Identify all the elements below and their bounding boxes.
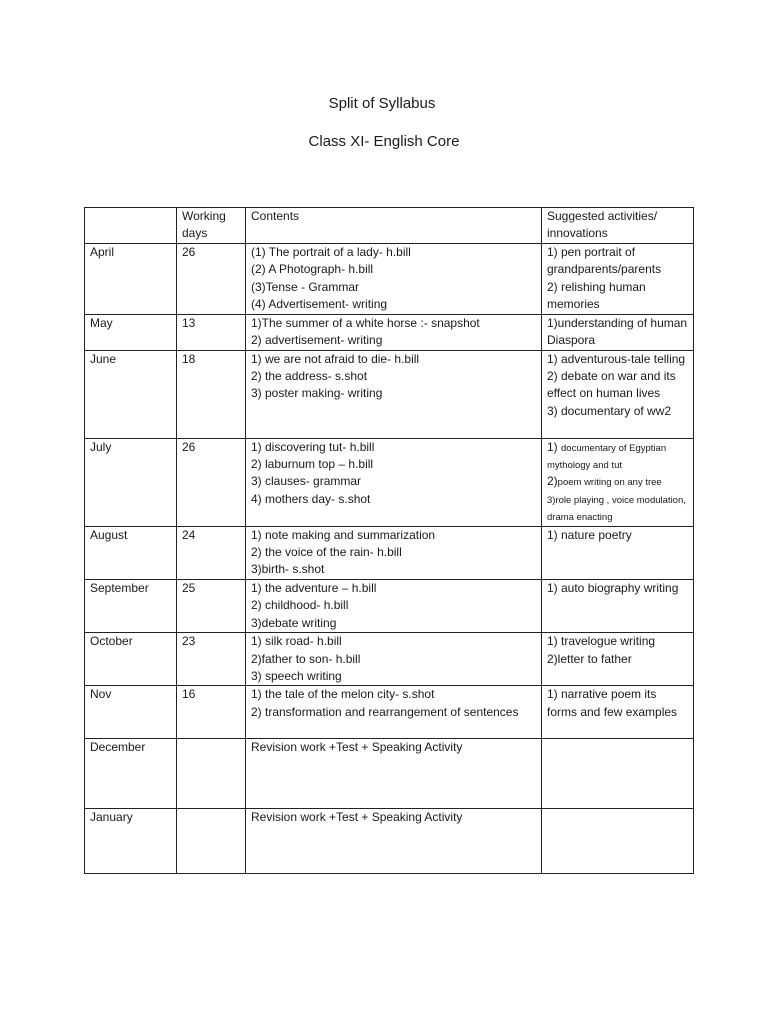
syllabus-table-body (85, 208, 694, 874)
month-cell: October (85, 633, 177, 686)
content-item: 2) the voice of the rain- h.bill (251, 545, 402, 560)
header-working-days: Working days (177, 208, 246, 244)
working-days-cell: 23 (177, 633, 246, 686)
month-cell: August (85, 526, 177, 579)
table-row (85, 809, 694, 874)
content-item: 2) laburnum top – h.bill (251, 457, 374, 472)
content-item: 2) advertisement- writing (251, 333, 383, 348)
activities-cell (542, 739, 694, 809)
activity-text: 3)role playing , voice modulation, drama enacting (547, 494, 686, 524)
activities-cell (542, 809, 694, 874)
table-row (85, 739, 694, 809)
month-cell: July (85, 438, 177, 526)
content-item: 2) the address- s.shot (251, 369, 368, 384)
content-item: 1) the adventure – h.bill (251, 580, 377, 595)
content-item: 1) we are not afraid to die- h.bill (251, 351, 420, 366)
working-days-cell: 13 (177, 314, 246, 350)
content-item: Revision work +Test + Speaking Activity (251, 810, 463, 825)
month-cell: December (85, 739, 177, 809)
activity-item: 1) travelogue writing (547, 634, 656, 649)
content-item: (2) A Photograph- h.bill (251, 262, 374, 277)
content-item: (4) Advertisement- writing (251, 297, 388, 312)
working-days-cell: 18 (177, 350, 246, 438)
content-item: 4) mothers day- s.shot (251, 491, 371, 506)
month-cell: January (85, 809, 177, 874)
activity-item: 2)letter to father (547, 651, 632, 666)
month-cell: May (85, 314, 177, 350)
working-days-cell: 16 (177, 686, 246, 739)
header-row (85, 208, 694, 244)
header-contents: Contents (246, 208, 542, 244)
table-row (85, 526, 694, 579)
syllabus-table (84, 207, 694, 874)
activity-item: 1) narrative poem its forms and few examples (547, 687, 678, 719)
content-item: 2)father to son- h.bill (251, 651, 361, 666)
table-row (85, 243, 694, 314)
header-activities: Suggested activities/ innovations (542, 208, 694, 244)
activities-cell (542, 350, 694, 438)
content-item: 1) the tale of the melon city- s.shot (251, 687, 435, 702)
contents-cell (246, 526, 542, 579)
content-item: 3)birth- s.shot (251, 562, 325, 577)
activity-item (547, 473, 688, 490)
content-item: 1) silk road- h.bill (251, 634, 342, 649)
activity-item: 2) relishing human memories (547, 279, 646, 312)
contents-cell (246, 438, 542, 526)
table-row (85, 633, 694, 686)
contents-cell (246, 739, 542, 809)
content-item: 2) childhood- h.bill (251, 598, 349, 613)
content-item: 3) poster making- writing (251, 386, 383, 401)
activities-cell (542, 633, 694, 686)
activity-item (547, 491, 688, 526)
table-row (85, 579, 694, 632)
activities-cell (542, 686, 694, 739)
contents-cell (246, 243, 542, 314)
activity-number: 2) (547, 474, 558, 489)
content-item: 1)The summer of a white horse :- snapshot (251, 315, 480, 330)
contents-cell (246, 633, 542, 686)
activities-cell (542, 526, 694, 579)
activity-text: poem writing on any tree (557, 477, 662, 489)
content-item: 3) clauses- grammar (251, 474, 362, 489)
contents-cell (246, 579, 542, 632)
activity-item: 1) pen portrait of grandparents/parents (547, 244, 662, 277)
activity-text: documentary of Egyptian mythology and tut (547, 442, 667, 472)
table-row (85, 438, 694, 526)
month-cell: Nov (85, 686, 177, 739)
content-item: 3) speech writing (251, 668, 342, 683)
contents-cell (246, 809, 542, 874)
activity-item: 1)understanding of human Diaspora (547, 315, 688, 348)
activity-item: 3) documentary of ww2 (547, 403, 672, 418)
month-cell: April (85, 243, 177, 314)
activities-cell (542, 438, 694, 526)
content-item: (3)Tense - Grammar (251, 279, 360, 294)
month-cell: September (85, 579, 177, 632)
month-cell: June (85, 350, 177, 438)
contents-cell (246, 686, 542, 739)
content-item: 1) note making and summarization (251, 527, 436, 542)
working-days-cell (177, 739, 246, 809)
working-days-cell (177, 809, 246, 874)
activity-item (547, 439, 688, 474)
activities-cell (542, 579, 694, 632)
table-row (85, 350, 694, 438)
activity-item: 1) adventurous-tale telling (547, 351, 686, 366)
activities-cell (542, 314, 694, 350)
header-month (85, 208, 177, 244)
activities-cell (542, 243, 694, 314)
working-days-cell: 26 (177, 438, 246, 526)
working-days-cell: 25 (177, 579, 246, 632)
content-item: 2) transformation and rearrangement of sentences (251, 704, 519, 719)
activity-number: 1) (547, 439, 562, 454)
activity-item: 1) nature poetry (547, 527, 632, 542)
contents-cell (246, 314, 542, 350)
contents-cell (246, 350, 542, 438)
document-subtitle: Class XI- English Core (308, 133, 460, 150)
working-days-cell: 24 (177, 526, 246, 579)
content-item: (1) The portrait of a lady- h.bill (251, 244, 411, 259)
activity-item: 2) debate on war and its effect on human lives (547, 369, 676, 401)
content-item: 3)debate writing (251, 615, 337, 630)
activity-item: 1) auto biography writing (547, 580, 679, 595)
working-days-cell: 26 (177, 243, 246, 314)
document-title: Split of Syllabus (328, 95, 436, 112)
content-item: Revision work +Test + Speaking Activity (251, 740, 463, 755)
content-item: 1) discovering tut- h.bill (251, 439, 375, 454)
table-row (85, 314, 694, 350)
table-row (85, 686, 694, 739)
